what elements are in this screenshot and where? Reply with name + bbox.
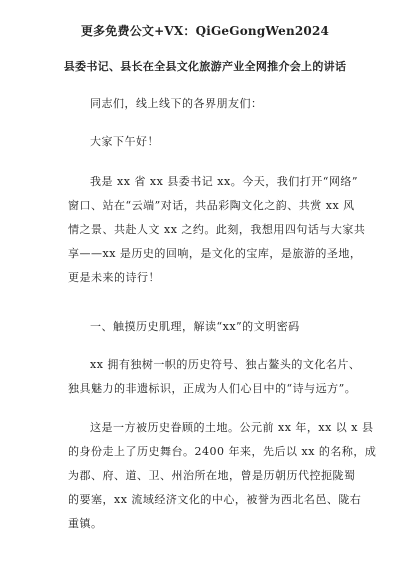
section-line: xx 拥有独树一帜的历史符号、独占鳌头的文化名片、: [90, 358, 361, 371]
section-line: 为郡、府、道、卫、州治所在地，曾是历朝历代控扼陇蜀: [68, 469, 356, 482]
salutation-text: 同志们，线上线下的各界朋友们：: [90, 97, 263, 110]
section-heading-text: 一、触摸历史肌理，解读“xx”的文明密码: [90, 320, 300, 333]
section-line: 重镇。: [68, 517, 103, 530]
document-title: 县委书记、县长在全县文化旅游产业全网推介会上的讲话: [63, 60, 347, 73]
intro-line: 享——xx 是历史的回响，是文化的宝库，是旅游的圣地，: [68, 247, 362, 260]
watermark-header: 更多免费公文+VX：QiGeGongWen2024: [80, 24, 330, 38]
intro-line: 更是未来的诗行！: [68, 271, 160, 284]
section-paragraph: [68, 353, 361, 401]
intro-paragraph: [68, 170, 366, 290]
salutation: [68, 92, 358, 116]
greeting-text: 大家下午好！: [90, 135, 159, 148]
greeting: [68, 130, 358, 154]
section-line: 的要塞，xx 流域经济文化的中心，被誉为西北名邑、陇右: [68, 493, 362, 506]
intro-line: 窗口、站在“云端”对话，共品彩陶文化之韵、共赏 xx 风: [68, 199, 355, 212]
section-line: 的身份走上了历史舞台。2400 年来，先后以 xx 的名称，成: [68, 445, 377, 458]
section-line: 这是一方被历史眷顾的土地。公元前 xx 年，xx 以 x 县: [90, 421, 374, 434]
section-line: 独具魅力的非遗标识，正成为人们心目中的“诗与远方”。: [68, 382, 357, 395]
intro-line: 我是 xx 省 xx 县委书记 xx。今天，我们打开“网络”: [90, 175, 358, 188]
section-paragraph: [68, 416, 377, 536]
intro-line: 情之景、共赴人文 xx 之约。此刻，我想用四句话与大家共: [68, 223, 366, 236]
section-heading: [68, 315, 358, 339]
